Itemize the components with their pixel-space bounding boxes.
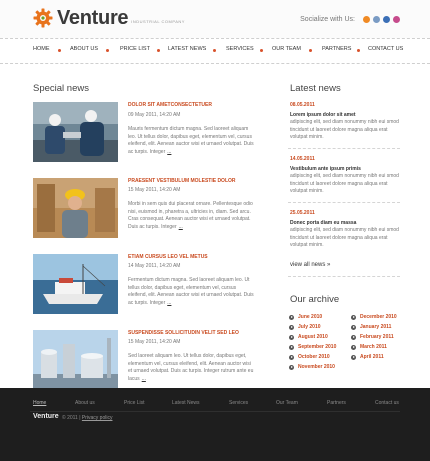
divider xyxy=(288,276,400,277)
nav-item-home[interactable]: HOME xyxy=(33,46,50,52)
footer-link-services[interactable]: Services xyxy=(229,400,249,406)
header xyxy=(0,0,430,38)
news-title[interactable]: ETIAM CURSUS LEO VEL METUS xyxy=(128,254,208,260)
nav-item-partners[interactable]: PARTNERS xyxy=(322,46,352,52)
nav-item-latest-news[interactable]: LATEST NEWS xyxy=(168,46,207,52)
read-more-link[interactable]: ... xyxy=(167,299,172,306)
news-date: 09 May 2011, 14:20 AM xyxy=(128,112,181,118)
footer-divider xyxy=(30,411,400,412)
news-excerpt: Sed laoreet aliquam leo. Ut tellus dolor, dapibus eget, elementum vel, cursus eleifend, elit. Aenean auctor wisi et urnaed volutpat. Duis ac turpis. Integer rutrum ante eu lacus ... xyxy=(128,353,254,382)
archive-title: Our archive xyxy=(290,294,340,305)
social-label: Socialize with Us: xyxy=(300,16,355,23)
latest-news-date: 08.05.2011 xyxy=(290,102,315,108)
main-nav xyxy=(0,38,430,64)
archive-link[interactable]: September 2010 xyxy=(289,344,336,350)
arrow-bullet-icon xyxy=(351,345,356,350)
logo-name: Venture xyxy=(57,7,129,29)
archive-link[interactable]: November 2010 xyxy=(289,364,335,370)
archive-link[interactable]: January 2011 xyxy=(351,324,391,330)
view-all-news-link[interactable]: view all news » xyxy=(290,262,331,268)
archive-link[interactable]: July 2010 xyxy=(289,324,321,330)
nav-item-about-us[interactable]: ABOUT US xyxy=(70,46,99,52)
arrow-bullet-icon xyxy=(351,335,356,340)
news-date: 15 May 2011, 14:20 AM xyxy=(128,187,181,193)
latest-news-excerpt: adipiscing elit, sed diam nonummy nibh eui smod tincidunt ut laoreet dolore magna aliqua erat volutpat minim. xyxy=(290,227,399,248)
news-title[interactable]: DOLOR SIT AMETCONSECTETUER xyxy=(128,102,212,108)
nav-separator-dot xyxy=(357,49,360,52)
arrow-bullet-icon xyxy=(289,355,294,360)
archive-link[interactable]: April 2011 xyxy=(351,354,384,360)
privacy-policy-link[interactable]: Privacy policy xyxy=(81,415,113,421)
footer-link-latest-news[interactable]: Latest News xyxy=(172,400,200,406)
read-more-link[interactable]: ... xyxy=(167,148,172,155)
latest-news-headline[interactable]: Lorem ipsum dolor sit amet xyxy=(290,112,356,118)
news-excerpt: Mauris fermentum dictum magna. Sed laoreet aliquam leo. Ut tellus dolor, dapibus eget, elementum vel, cursus eleifend, elit. Aenean auctor wisi et urnaed volutpat. Duis ac turpis. Integer ... xyxy=(128,126,254,155)
news-image-workers[interactable] xyxy=(33,102,118,162)
news-image-engineer[interactable] xyxy=(33,178,118,238)
archive-link[interactable]: October 2010 xyxy=(289,354,330,360)
nav-item-contact-us[interactable]: CONTACT US xyxy=(368,46,404,52)
nav-item-our-team[interactable]: OUR TEAM xyxy=(272,46,301,52)
special-news-title: Special news xyxy=(33,83,89,94)
divider xyxy=(288,148,400,149)
news-title[interactable]: SUSPENDISSE SOLLICITUDIN VELIT SED LEO xyxy=(128,330,239,336)
rss-icon[interactable] xyxy=(363,16,370,23)
footer-link-our-team[interactable]: Our Team xyxy=(276,400,298,406)
archive-link[interactable]: June 2010 xyxy=(289,314,322,320)
arrow-bullet-icon xyxy=(289,365,294,370)
nav-separator-dot xyxy=(106,49,109,52)
arrow-bullet-icon xyxy=(289,345,294,350)
nav-item-price-list[interactable]: PRICE LIST xyxy=(120,46,150,52)
footer xyxy=(0,388,430,461)
archive-link[interactable]: December 2010 xyxy=(351,314,397,320)
latest-news-date: 25.05.2011 xyxy=(290,210,315,216)
arrow-bullet-icon xyxy=(289,315,294,320)
archive-link[interactable]: February 2011 xyxy=(351,334,394,340)
nav-separator-dot xyxy=(157,49,160,52)
logo[interactable] xyxy=(33,8,185,28)
delicious-icon[interactable] xyxy=(383,16,390,23)
divider xyxy=(288,202,400,203)
latest-news-excerpt: adipiscing elit, sed diam nonummy nibh eui smod tincidunt ut laoreet dolore magna aliqua erat volutpat minim. xyxy=(290,173,399,194)
arrow-bullet-icon xyxy=(351,315,356,320)
arrow-bullet-icon xyxy=(289,335,294,340)
latest-news-date: 14.05.2011 xyxy=(290,156,315,162)
archive-link[interactable]: March 2011 xyxy=(351,344,387,350)
blogger-icon[interactable] xyxy=(373,16,380,23)
news-excerpt: Fermentum dictum magna. Sed laoreet aliquam leo. Ut tellus dolor, dapibus eget, elementum vel, cursus eleifend, elit. Aenean auctor wisi et urnaed volutpat. Duis ac turpis. Integer ... xyxy=(128,277,254,306)
logo-tagline: INDUSTRIAL COMPANY xyxy=(131,19,185,24)
news-excerpt: Morbi in sem quis dui placerat ornare. Pellentesque odio nisi, euismod in, pharetra a, ultricies in, diam. Sed arcu. Cras consequat. Aenean auctor wisi et urnaed volutpat. Duis ac turpis. Integer ... xyxy=(128,201,253,230)
arrow-bullet-icon xyxy=(351,325,356,330)
nav-separator-dot xyxy=(260,49,263,52)
footer-copyright: © 2011 | Privacy policy xyxy=(62,415,113,421)
nav-item-services[interactable]: SERVICES xyxy=(226,46,254,52)
footer-brand: Venture xyxy=(33,413,59,420)
flickr-icon[interactable] xyxy=(393,16,400,23)
news-date: 15 May 2011, 14:20 AM xyxy=(128,339,181,345)
arrow-bullet-icon xyxy=(351,355,356,360)
nav-separator-dot xyxy=(309,49,312,52)
news-image-refinery[interactable] xyxy=(33,330,118,390)
latest-news-title: Latest news xyxy=(290,83,341,94)
latest-news-headline[interactable]: Donec porta diam eu massa xyxy=(290,220,357,226)
footer-link-price-list[interactable]: Price List xyxy=(124,400,145,406)
read-more-link[interactable]: ... xyxy=(178,223,183,230)
gear-logo-icon xyxy=(33,8,53,28)
footer-link-contact-us[interactable]: Contact us xyxy=(375,400,399,406)
latest-news-excerpt: adipiscing elit, sed diam nonummy nibh eui smod tincidunt ut laoreet dolore magna aliqua erat volutpat minim. xyxy=(290,119,399,140)
nav-separator-dot xyxy=(58,49,61,52)
news-date: 14 May 2011, 14:20 AM xyxy=(128,263,181,269)
social-links xyxy=(300,16,400,23)
news-image-boat[interactable] xyxy=(33,254,118,314)
nav-separator-dot xyxy=(213,49,216,52)
footer-link-about-us[interactable]: About us xyxy=(75,400,95,406)
archive-link[interactable]: August 2010 xyxy=(289,334,328,340)
arrow-bullet-icon xyxy=(289,325,294,330)
read-more-link[interactable]: ... xyxy=(141,375,146,382)
latest-news-headline[interactable]: Vestibulum ante ipsum primis xyxy=(290,166,361,172)
news-title[interactable]: PRAESENT VESTIBULUM MOLESTIE DOLOR xyxy=(128,178,236,184)
footer-link-home[interactable]: Home xyxy=(33,400,47,406)
footer-link-partners[interactable]: Partners xyxy=(327,400,346,406)
